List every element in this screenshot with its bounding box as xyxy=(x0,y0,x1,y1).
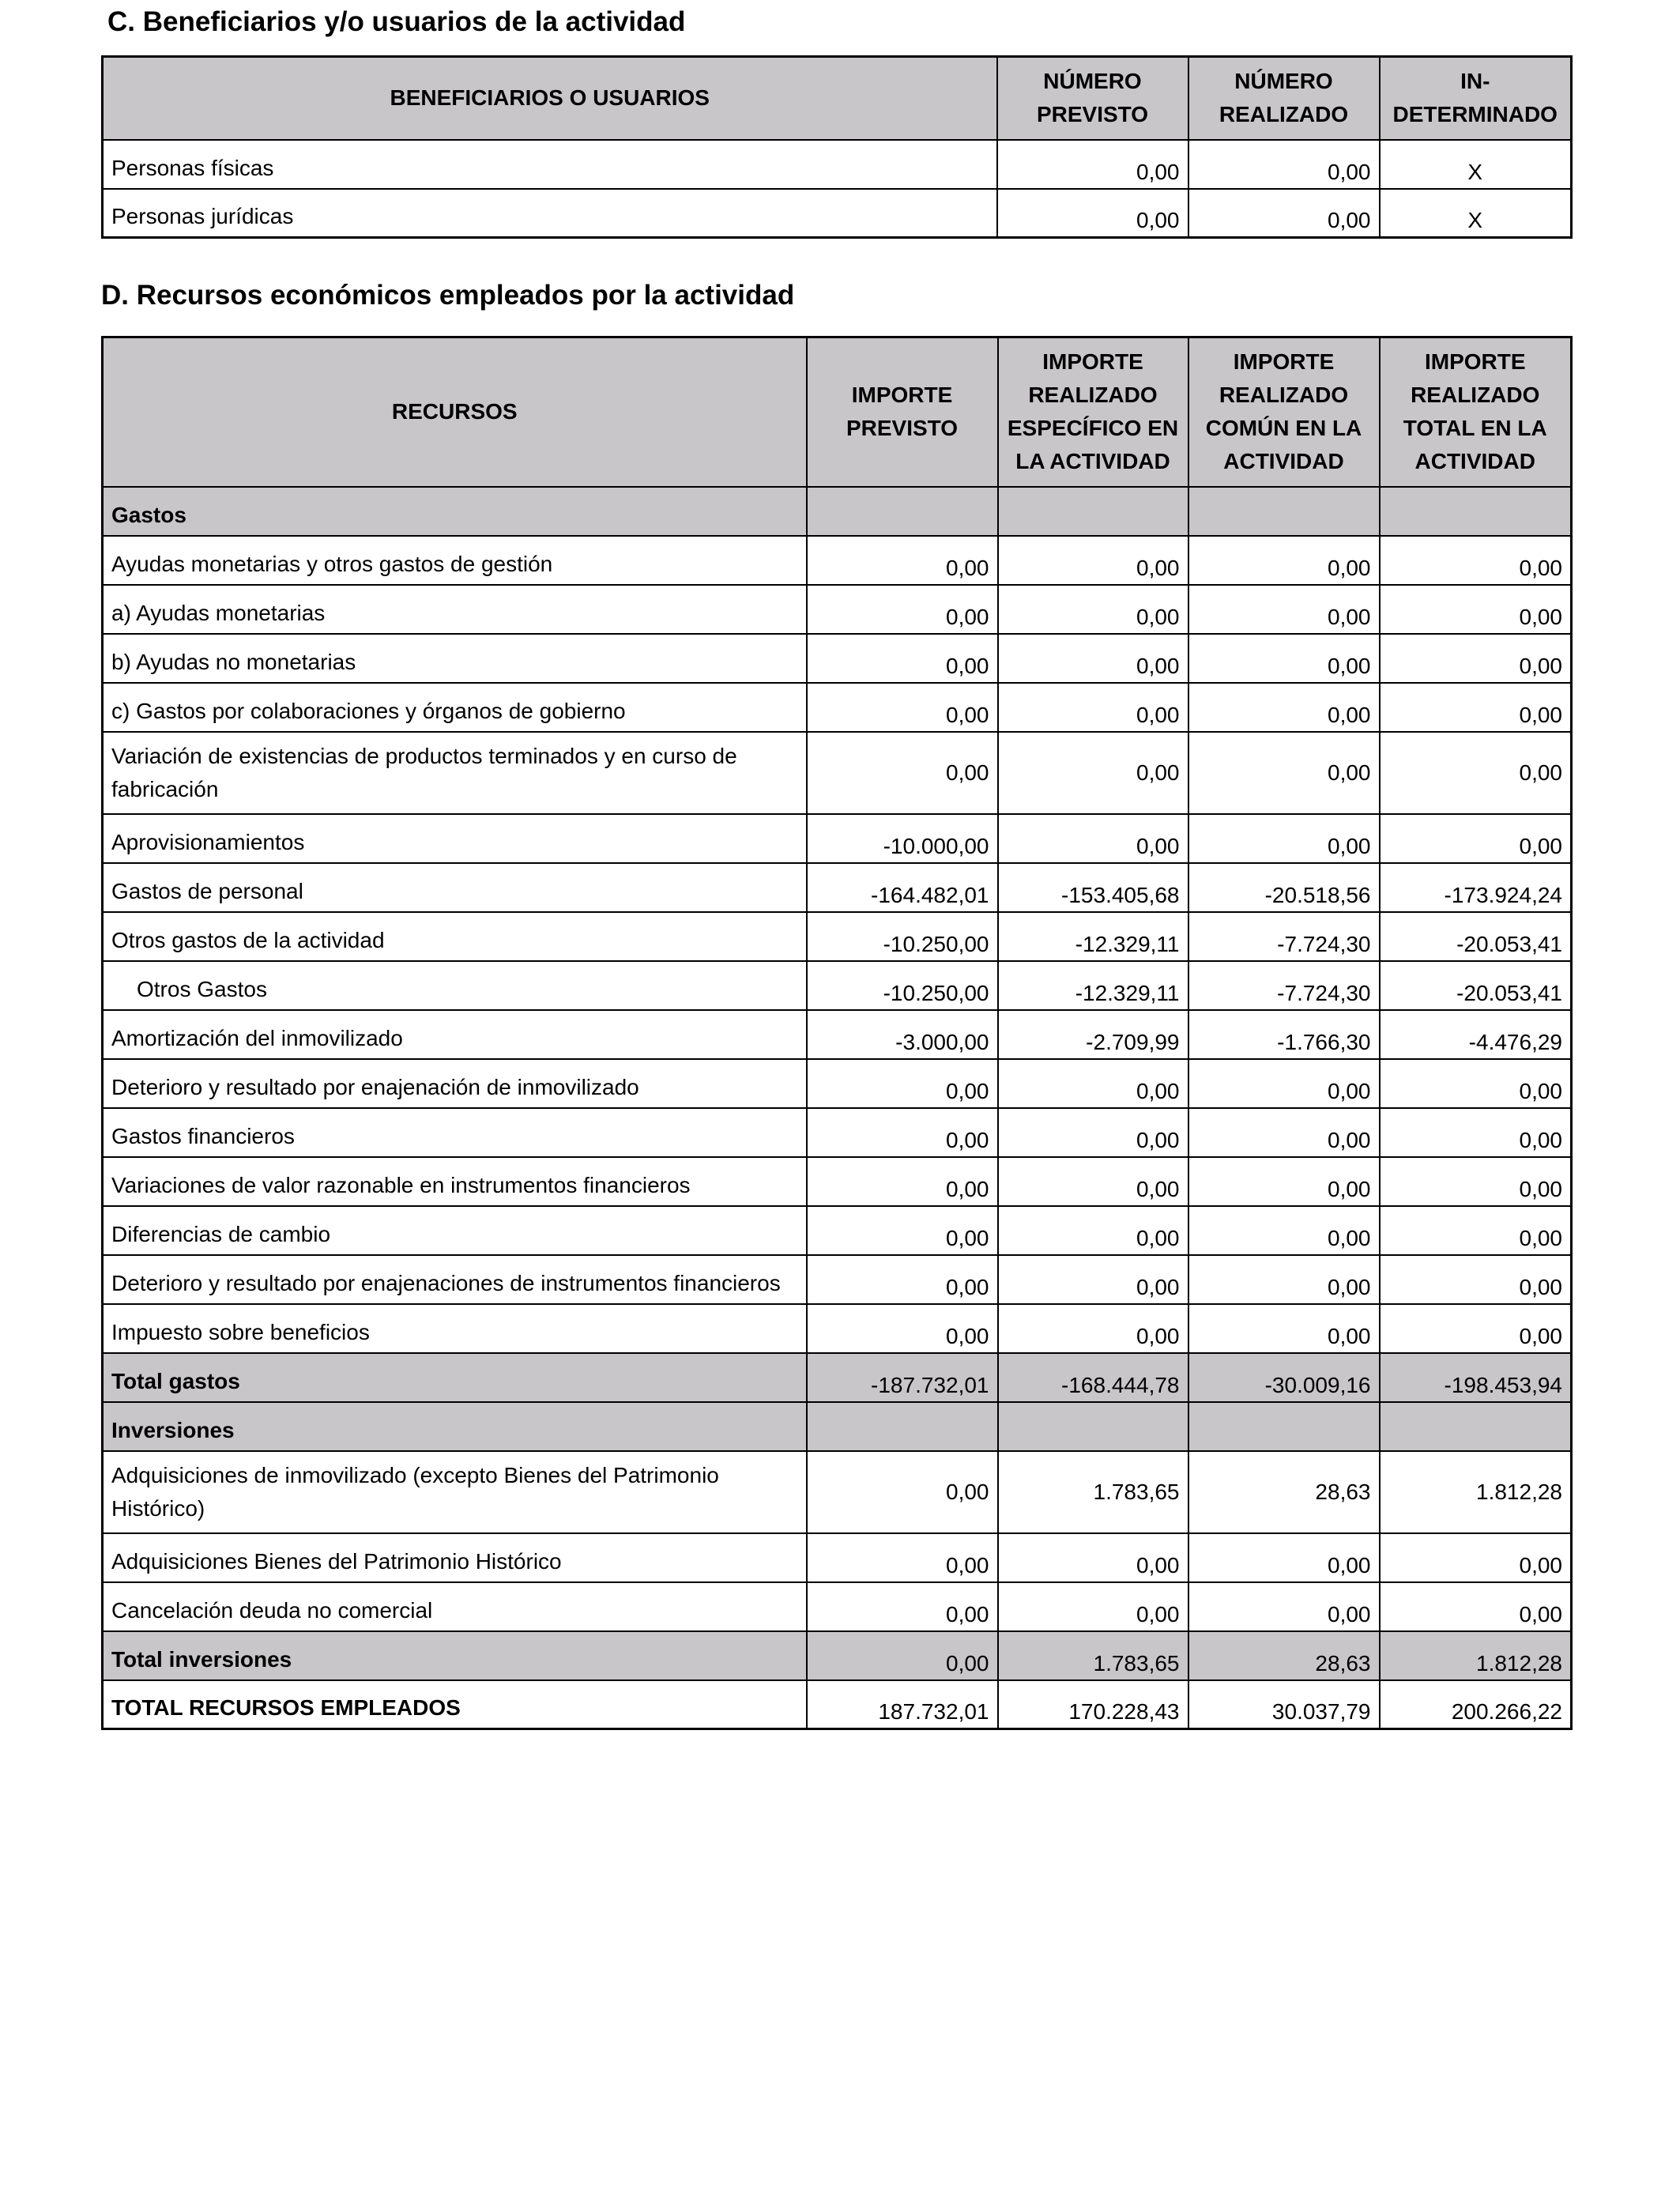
row-label: Inversiones xyxy=(103,1402,807,1451)
importe-previsto-value: 0,00 xyxy=(807,1255,998,1304)
importe-previsto-value: 0,00 xyxy=(807,1533,998,1582)
subtotal-row xyxy=(103,1631,1572,1680)
table-row xyxy=(103,1533,1572,1582)
importe-previsto-value: 0,00 xyxy=(807,1157,998,1206)
empty-cell xyxy=(998,487,1188,536)
table-row xyxy=(103,814,1572,863)
row-label: Amortización del inmovilizado xyxy=(103,1010,807,1059)
importe-especifico-value: 0,00 xyxy=(998,683,1188,732)
indeterminado-mark: X xyxy=(1380,140,1572,189)
table-row xyxy=(103,634,1572,683)
row-label: Deterioro y resultado por enajenación de inmovilizado xyxy=(103,1059,807,1108)
empty-cell xyxy=(1188,1402,1380,1451)
numero-realizado-value: 0,00 xyxy=(1188,189,1380,238)
importe-total-value: 0,00 xyxy=(1380,732,1572,814)
resources-header-row xyxy=(103,337,1572,487)
row-label: Personas físicas xyxy=(103,140,997,189)
importe-total-value: 200.266,22 xyxy=(1380,1680,1572,1729)
importe-total-value: 0,00 xyxy=(1380,1157,1572,1206)
table-row xyxy=(103,1108,1572,1157)
row-label: Adquisiciones Bienes del Patrimonio Histórico xyxy=(103,1533,807,1582)
row-label: Personas jurídicas xyxy=(103,189,997,238)
importe-previsto-value: 0,00 xyxy=(807,1304,998,1353)
section-d-title: D. Recursos económicos empleados por la actividad xyxy=(101,280,795,311)
row-label: c) Gastos por colaboraciones y órganos de gobierno xyxy=(103,683,807,732)
empty-cell xyxy=(807,1402,998,1451)
importe-total-value: 0,00 xyxy=(1380,536,1572,585)
importe-especifico-value: 0,00 xyxy=(998,536,1188,585)
table-row xyxy=(103,732,1572,814)
table-row xyxy=(103,140,1572,189)
header-importe-comun: IMPORTE REALIZADO COMÚN EN LA ACTIVIDAD xyxy=(1188,337,1380,487)
table-row xyxy=(103,961,1572,1010)
importe-total-value: 0,00 xyxy=(1380,585,1572,634)
importe-especifico-value: 0,00 xyxy=(998,732,1188,814)
importe-especifico-value: 0,00 xyxy=(998,1206,1188,1255)
importe-total-value: 1.812,28 xyxy=(1380,1451,1572,1533)
importe-comun-value: 0,00 xyxy=(1188,585,1380,634)
importe-total-value: 0,00 xyxy=(1380,1582,1572,1631)
importe-especifico-value: 0,00 xyxy=(998,1059,1188,1108)
importe-previsto-value: 0,00 xyxy=(807,1631,998,1680)
importe-especifico-value: -168.444,78 xyxy=(998,1353,1188,1402)
header-numero-realizado: NÚMERO REALIZADO xyxy=(1188,57,1380,140)
importe-total-value: 1.812,28 xyxy=(1380,1631,1572,1680)
row-label: Deterioro y resultado por enajenaciones de instrumentos financieros xyxy=(103,1255,807,1304)
table-row xyxy=(103,1304,1572,1353)
resources-table xyxy=(101,336,1573,1730)
importe-previsto-value: -10.250,00 xyxy=(807,912,998,961)
importe-comun-value: 30.037,79 xyxy=(1188,1680,1380,1729)
importe-especifico-value: 0,00 xyxy=(998,1157,1188,1206)
importe-especifico-value: 0,00 xyxy=(998,814,1188,863)
row-label: TOTAL RECURSOS EMPLEADOS xyxy=(103,1680,807,1729)
importe-previsto-value: 0,00 xyxy=(807,1206,998,1255)
importe-comun-value: 0,00 xyxy=(1188,1206,1380,1255)
section-row xyxy=(103,487,1572,536)
table-row xyxy=(103,1451,1572,1533)
table-row xyxy=(103,1255,1572,1304)
importe-comun-value: -20.518,56 xyxy=(1188,863,1380,912)
numero-previsto-value: 0,00 xyxy=(997,189,1188,238)
row-label: Adquisiciones de inmovilizado (excepto Bienes del Patrimonio Histórico) xyxy=(103,1451,807,1533)
importe-total-value: -173.924,24 xyxy=(1380,863,1572,912)
resources-body xyxy=(103,487,1572,1729)
row-label: b) Ayudas no monetarias xyxy=(103,634,807,683)
header-numero-previsto: NÚMERO PREVISTO xyxy=(997,57,1188,140)
importe-total-value: -20.053,41 xyxy=(1380,961,1572,1010)
importe-especifico-value: 0,00 xyxy=(998,585,1188,634)
importe-total-value: 0,00 xyxy=(1380,683,1572,732)
empty-cell xyxy=(1380,1402,1572,1451)
row-label: Gastos xyxy=(103,487,807,536)
row-label: Aprovisionamientos xyxy=(103,814,807,863)
table-row xyxy=(103,536,1572,585)
importe-comun-value: -1.766,30 xyxy=(1188,1010,1380,1059)
row-label: Gastos de personal xyxy=(103,863,807,912)
importe-previsto-value: 187.732,01 xyxy=(807,1680,998,1729)
header-importe-previsto: IMPORTE PREVISTO xyxy=(807,337,998,487)
importe-previsto-value: -187.732,01 xyxy=(807,1353,998,1402)
importe-especifico-value: 0,00 xyxy=(998,1255,1188,1304)
importe-comun-value: 0,00 xyxy=(1188,536,1380,585)
importe-comun-value: -7.724,30 xyxy=(1188,912,1380,961)
row-label: Ayudas monetarias y otros gastos de gestión xyxy=(103,536,807,585)
importe-comun-value: 28,63 xyxy=(1188,1451,1380,1533)
row-label: Otros gastos de la actividad xyxy=(103,912,807,961)
importe-especifico-value: 170.228,43 xyxy=(998,1680,1188,1729)
row-label: Variación de existencias de productos terminados y en curso de fabricación xyxy=(103,732,807,814)
importe-especifico-value: -153.405,68 xyxy=(998,863,1188,912)
empty-cell xyxy=(807,487,998,536)
importe-previsto-value: 0,00 xyxy=(807,536,998,585)
subtotal-row xyxy=(103,1353,1572,1402)
importe-especifico-value: 0,00 xyxy=(998,1304,1188,1353)
importe-total-value: 0,00 xyxy=(1380,1255,1572,1304)
importe-total-value: 0,00 xyxy=(1380,634,1572,683)
importe-comun-value: 0,00 xyxy=(1188,814,1380,863)
importe-previsto-value: 0,00 xyxy=(807,1451,998,1533)
section-c-title: C. Beneficiarios y/o usuarios de la actividad xyxy=(107,6,686,37)
importe-especifico-value: -12.329,11 xyxy=(998,961,1188,1010)
importe-comun-value: 0,00 xyxy=(1188,1059,1380,1108)
table-row xyxy=(103,912,1572,961)
header-importe-especifico: IMPORTE REALIZADO ESPECÍFICO EN LA ACTIVIDAD xyxy=(998,337,1188,487)
importe-previsto-value: 0,00 xyxy=(807,1059,998,1108)
table-row xyxy=(103,585,1572,634)
header-importe-total: IMPORTE REALIZADO TOTAL EN LA ACTIVIDAD xyxy=(1380,337,1572,487)
importe-especifico-value: 0,00 xyxy=(998,1533,1188,1582)
importe-comun-value: 0,00 xyxy=(1188,1533,1380,1582)
importe-total-value: 0,00 xyxy=(1380,814,1572,863)
importe-total-value: 0,00 xyxy=(1380,1206,1572,1255)
empty-cell xyxy=(998,1402,1188,1451)
importe-comun-value: 0,00 xyxy=(1188,1304,1380,1353)
row-label: Impuesto sobre beneficios xyxy=(103,1304,807,1353)
importe-especifico-value: 0,00 xyxy=(998,634,1188,683)
row-label: Diferencias de cambio xyxy=(103,1206,807,1255)
importe-previsto-value: 0,00 xyxy=(807,683,998,732)
importe-comun-value: -30.009,16 xyxy=(1188,1353,1380,1402)
importe-previsto-value: -10.000,00 xyxy=(807,814,998,863)
importe-especifico-value: 1.783,65 xyxy=(998,1451,1188,1533)
importe-comun-value: 0,00 xyxy=(1188,634,1380,683)
importe-comun-value: 28,63 xyxy=(1188,1631,1380,1680)
importe-comun-value: 0,00 xyxy=(1188,683,1380,732)
row-label: Gastos financieros xyxy=(103,1108,807,1157)
table-row xyxy=(103,1157,1572,1206)
numero-previsto-value: 0,00 xyxy=(997,140,1188,189)
table-row xyxy=(103,863,1572,912)
importe-previsto-value: -3.000,00 xyxy=(807,1010,998,1059)
row-label: a) Ayudas monetarias xyxy=(103,585,807,634)
importe-previsto-value: 0,00 xyxy=(807,1108,998,1157)
importe-especifico-value: 0,00 xyxy=(998,1108,1188,1157)
row-label: Cancelación deuda no comercial xyxy=(103,1582,807,1631)
importe-especifico-value: 1.783,65 xyxy=(998,1631,1188,1680)
beneficiaries-table xyxy=(101,55,1573,239)
table-row xyxy=(103,189,1572,238)
table-row xyxy=(103,1582,1572,1631)
importe-previsto-value: -164.482,01 xyxy=(807,863,998,912)
importe-comun-value: 0,00 xyxy=(1188,1157,1380,1206)
header-beneficiarios: BENEFICIARIOS O USUARIOS xyxy=(103,57,997,140)
table-row xyxy=(103,683,1572,732)
importe-especifico-value: 0,00 xyxy=(998,1582,1188,1631)
importe-total-value: -20.053,41 xyxy=(1380,912,1572,961)
importe-total-value: 0,00 xyxy=(1380,1533,1572,1582)
table-row xyxy=(103,1206,1572,1255)
importe-especifico-value: -2.709,99 xyxy=(998,1010,1188,1059)
empty-cell xyxy=(1188,487,1380,536)
importe-previsto-value: 0,00 xyxy=(807,634,998,683)
empty-cell xyxy=(1380,487,1572,536)
importe-total-value: -198.453,94 xyxy=(1380,1353,1572,1402)
importe-previsto-value: 0,00 xyxy=(807,732,998,814)
row-label: Variaciones de valor razonable en instrumentos financieros xyxy=(103,1157,807,1206)
importe-comun-value: -7.724,30 xyxy=(1188,961,1380,1010)
importe-total-value: -4.476,29 xyxy=(1380,1010,1572,1059)
importe-previsto-value: 0,00 xyxy=(807,1582,998,1631)
row-label: Total gastos xyxy=(103,1353,807,1402)
importe-previsto-value: -10.250,00 xyxy=(807,961,998,1010)
importe-total-value: 0,00 xyxy=(1380,1059,1572,1108)
grand-total-row xyxy=(103,1680,1572,1729)
importe-comun-value: 0,00 xyxy=(1188,732,1380,814)
importe-total-value: 0,00 xyxy=(1380,1304,1572,1353)
importe-total-value: 0,00 xyxy=(1380,1108,1572,1157)
section-row xyxy=(103,1402,1572,1451)
beneficiaries-header-row xyxy=(103,57,1572,140)
table-row xyxy=(103,1010,1572,1059)
importe-comun-value: 0,00 xyxy=(1188,1582,1380,1631)
row-label: Otros Gastos xyxy=(103,961,807,1010)
table-row xyxy=(103,1059,1572,1108)
importe-previsto-value: 0,00 xyxy=(807,585,998,634)
importe-comun-value: 0,00 xyxy=(1188,1255,1380,1304)
importe-especifico-value: -12.329,11 xyxy=(998,912,1188,961)
header-recursos: RECURSOS xyxy=(103,337,807,487)
header-indeterminado: IN-DETERMINADO xyxy=(1380,57,1572,140)
numero-realizado-value: 0,00 xyxy=(1188,140,1380,189)
importe-comun-value: 0,00 xyxy=(1188,1108,1380,1157)
row-label: Total inversiones xyxy=(103,1631,807,1680)
indeterminado-mark: X xyxy=(1380,189,1572,238)
